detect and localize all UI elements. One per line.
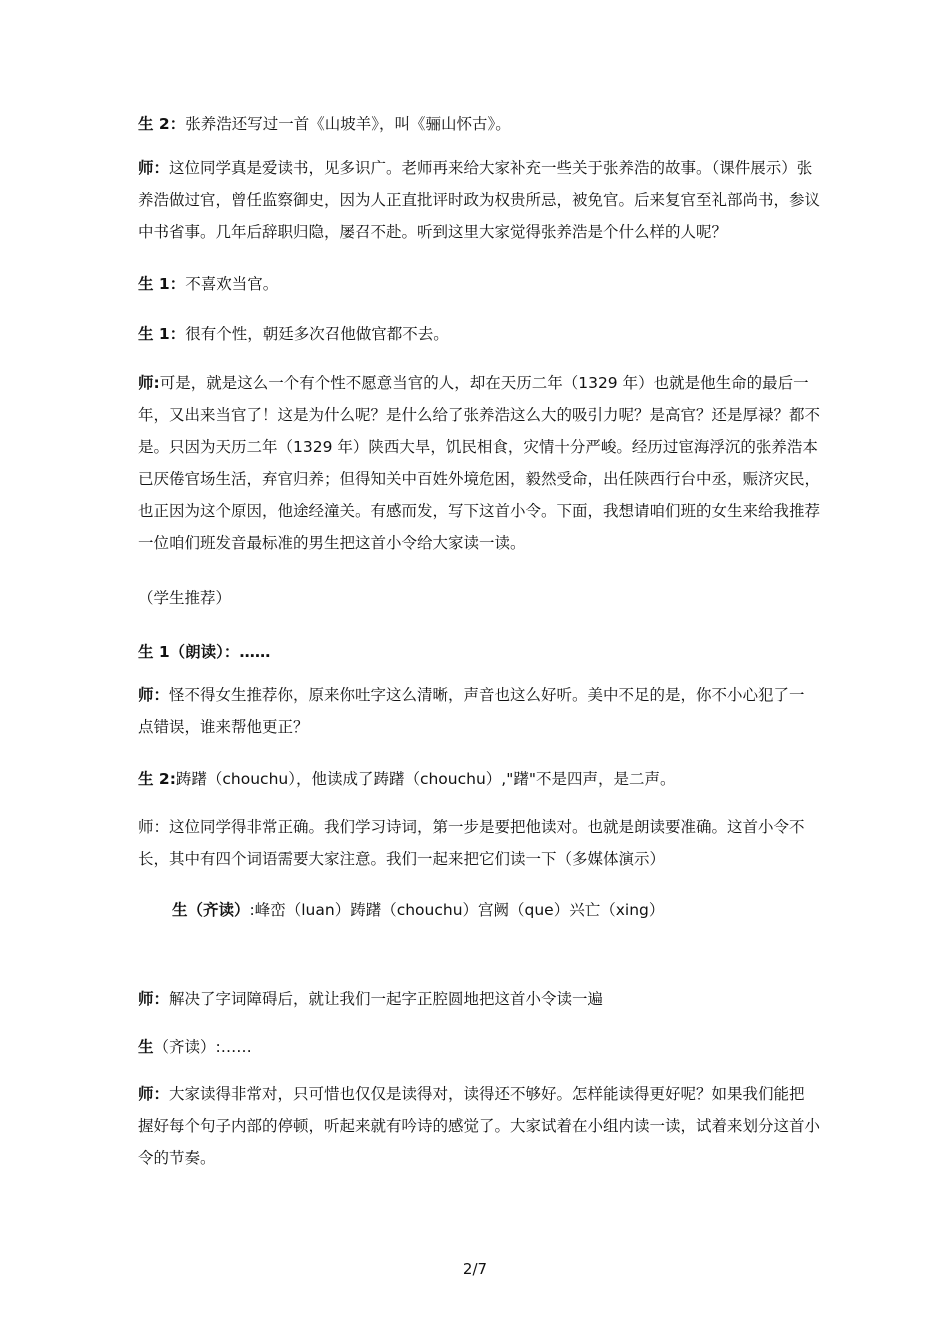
speaker-label: 生 2 xyxy=(138,115,170,133)
speaker-separator: : xyxy=(169,770,176,788)
speaker-label: 生 1 xyxy=(138,275,170,293)
paragraph-group-reading xyxy=(138,1031,820,1063)
speaker-label: 生 2 xyxy=(138,770,170,788)
speaker-label: 生 1（朗读）：…… xyxy=(138,643,271,661)
paragraph-student2-remark xyxy=(138,108,820,140)
paragraph-student2-correction xyxy=(138,763,820,795)
paragraph-student1-answer-b xyxy=(138,318,820,350)
speaker-label: 师 xyxy=(138,990,154,1008)
paragraph-stage-note xyxy=(138,582,820,614)
speaker-label: 师 xyxy=(138,1085,154,1103)
paragraph-text: 很有个性，朝廷多次召他做官都不去。 xyxy=(185,325,449,343)
speaker-label: 师 xyxy=(138,374,154,392)
paragraph-text: 师：这位同学得非常正确。我们学习诗词，第一步是要把他读对。也就是朗读要准确。这首小令不长，其中有四个词语需要大家注意。我们一起来把它们读一下（多媒体演示） xyxy=(138,818,805,868)
speaker-label: 师 xyxy=(138,159,154,177)
paragraph-text: 大家读得非常对，只可惜也仅仅是读得对，读得还不够好。怎样能读得更好呢？如果我们能把握好每个句子内部的停顿，听起来就有吟诗的感觉了。大家试着在小组内读一读，试着来划分这首小令的节奏。 xyxy=(138,1085,821,1167)
paragraph-text: （齐读）:…… xyxy=(153,1038,252,1056)
speaker-separator: ： xyxy=(153,159,170,177)
paragraph-student1-reading xyxy=(138,636,820,668)
paragraph-teacher-feedback xyxy=(138,679,820,743)
speaker-label: 师 xyxy=(138,686,154,704)
speaker-separator: ： xyxy=(153,1085,170,1103)
paragraph-text: （学生推荐） xyxy=(138,589,232,607)
speaker-label: 生 1 xyxy=(138,325,170,343)
page-number: 2/7 xyxy=(462,1260,488,1278)
paragraph-text: 怪不得女生推荐你，原来你吐字这么清晰，声音也这么好听。美中不足的是，你不小心犯了一点错误，谁来帮他更正？ xyxy=(138,686,805,736)
paragraph-teacher-rhythm xyxy=(138,1078,820,1174)
speaker-separator: ： xyxy=(153,686,170,704)
speaker-separator: ： xyxy=(169,115,186,133)
paragraph-teacher-vocab xyxy=(138,811,820,875)
paragraph-teacher-background xyxy=(138,152,820,248)
paragraph-text: 不喜欢当官。 xyxy=(185,275,279,293)
paragraph-group-reading-vocab xyxy=(172,894,854,926)
paragraph-text: 踌躇（chouchu），他读成了踌躇（chouchu）,"躇"不是四声，是二声。 xyxy=(175,770,676,788)
speaker-separator: ： xyxy=(153,990,170,1008)
speaker-label: 生 xyxy=(138,1038,154,1056)
paragraph-text: 可是，就是这么一个有个性不愿意当官的人，却在天历二年（1329 年）也就是他生命的最后一年，又出来当官了！这是为什么呢？是什么给了张养浩这么大的吸引力呢？是高官？还是厚禄？都不是。只因为天历二年（1329 年）陕西大旱，饥民相食，灾情十分严峻。经历过宦海浮沉的张养浩本已厌倦官场生活，弃官归养；但得知关中百姓外境危困，毅然受命，出任陕西行台中丞，赈济灾民，也正因为这个原因，他途经潼关。有感而发，写下这首小令。下面，我想请咱们班的女生来给我推荐一位咱们班发音最标准的男生把这首小令给大家读一读。 xyxy=(138,374,821,552)
paragraph-text: :峰峦（luan）踌躇（chouchu）宫阙（que）兴亡（xing） xyxy=(249,901,665,919)
paragraph-teacher-story xyxy=(138,367,820,559)
speaker-separator: ： xyxy=(169,275,186,293)
paragraph-text: 解决了字词障碍后，就让我们一起字正腔圆地把这首小令读一遍 xyxy=(169,990,604,1008)
paragraph-text: 这位同学真是爱读书，见多识广。老师再来给大家补充一些关于张养浩的故事。（课件展示）张养浩做过官，曾任监察御史，因为人正直批评时政为权贵所忌，被免官。后来复官至礼部尚书，参议中书省事。几年后辞职归隐，屡召不赴。听到这里大家觉得张养浩是个什么样的人呢？ xyxy=(138,159,821,241)
paragraph-student1-answer-a xyxy=(138,268,820,300)
speaker-label: 生（齐读） xyxy=(172,901,250,919)
paragraph-teacher-instruction xyxy=(138,983,820,1015)
speaker-separator: ： xyxy=(169,325,186,343)
paragraph-text: 张养浩还写过一首《山坡羊》，叫《骊山怀古》。 xyxy=(185,115,511,133)
speaker-separator: : xyxy=(153,374,160,392)
